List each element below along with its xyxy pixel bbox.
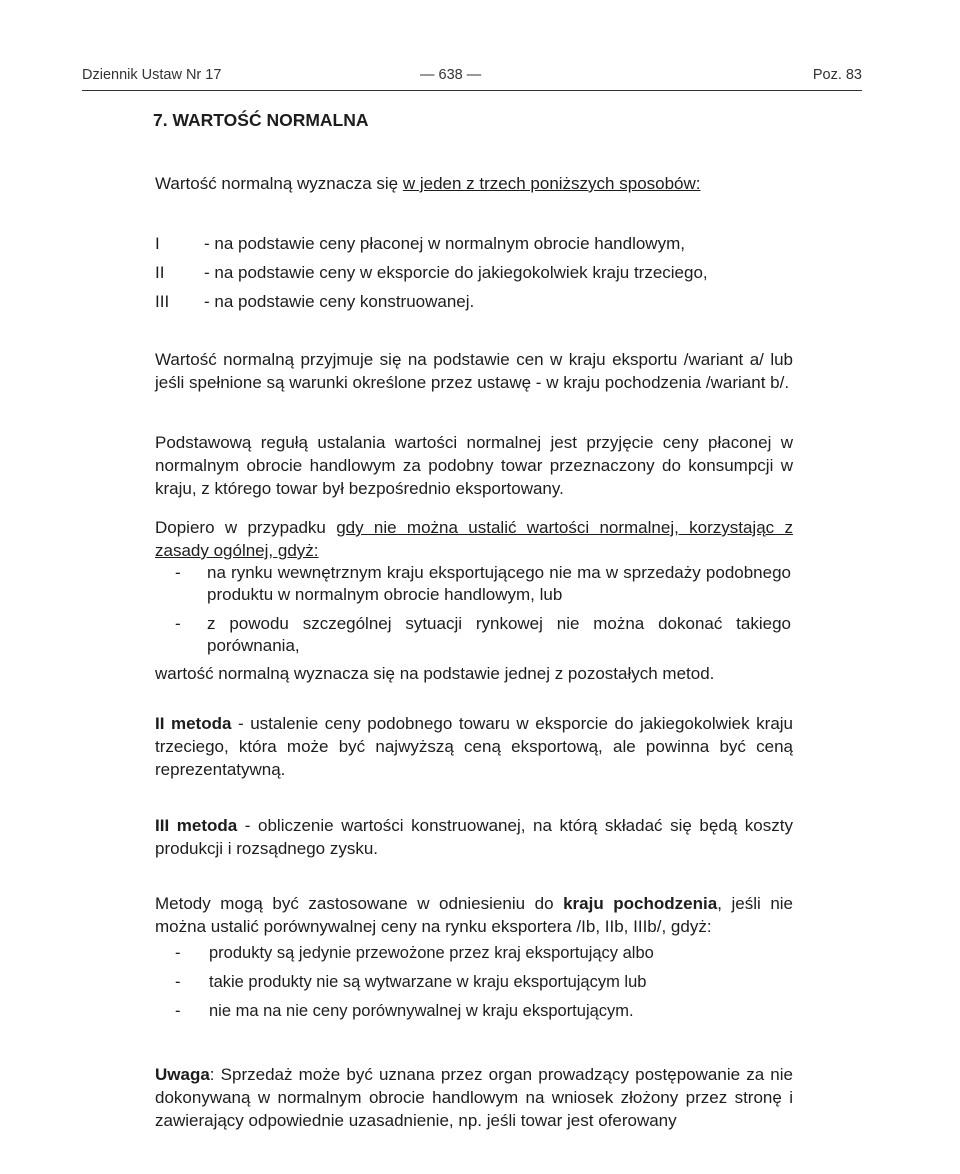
other-methods-paragraph: wartość normalną wyznacza się na podstawie jednej z pozostałych metod. [155, 664, 715, 683]
list-item [175, 1002, 791, 1031]
list-item-text: z powodu szczególnej sytuacji rynkowej nie można dokonać takiego porównania, [207, 614, 791, 655]
list-item-text: nie ma na nie ceny porównywalnej w kraju eksportującym. [209, 1002, 634, 1020]
only-when-paragraph [155, 516, 793, 562]
method-item [155, 234, 795, 263]
journal-title: Dziennik Ustaw Nr 17 [82, 67, 222, 83]
intro-text: Wartość normalną wyznacza się [155, 174, 403, 193]
method-item [155, 292, 795, 321]
method-number: II [155, 263, 165, 282]
method-item [155, 263, 795, 292]
list-item-text: produkty są jedynie przewożone przez kraj eksportujący albo [209, 944, 654, 962]
methods-list [155, 234, 795, 321]
note-text: : Sprzedaż może być uznana przez organ prowadzący postępowanie za nie dokonywaną w normalnym obrocie handlowym na wniosek złożony przez stronę i zawierający odpowiednie uzasadnienie, np. jeśli towar jest oferowany [155, 1065, 793, 1130]
method-number: I [155, 234, 160, 253]
list-item [175, 973, 791, 1002]
origin-bold: kraju pochodzenia [563, 894, 718, 913]
method2-label: II metoda [155, 714, 232, 733]
only-when-underlined: gdy nie można ustalić wartości normalnej, korzystając z zasady ogólnej, gdyż: [155, 518, 793, 560]
method2-text: - ustalenie ceny podobnego towaru w eksporcie do jakiegokolwiek kraju trzeciego, która może być najwyższą ceną eksportową, ale powinna być ceną reprezentatywną. [155, 714, 794, 779]
method-text: - na podstawie ceny płaconej w normalnym obrocie handlowym, [204, 234, 685, 253]
basic-rule-paragraph: Podstawową regułą ustalania wartości normalnej jest przyjęcie ceny płaconej w normalnym obrocie handlowym za podobny towar przeznaczony do konsumpcji w kraju, z którego towar był bezpośrednio eksportowany. [155, 433, 793, 498]
dash-marker: - [175, 614, 181, 633]
only-when-prefix: Dopiero w przypadku [155, 518, 337, 537]
variants-paragraph: Wartość normalną przyjmuje się na podstawie cen w kraju eksportu /wariant a/ lub jeśli spełnione są warunki określone przez ustawę - w kraju pochodzenia /wariant b/. [155, 350, 793, 392]
origin-suffix: , jeśli nie można ustalić porównywalnej ceny na rynku eksportera /Ib, IIb, IIIb/, gdyż: [155, 894, 794, 936]
method2-paragraph [155, 712, 793, 781]
method-number: III [155, 292, 170, 311]
only-when-list [175, 562, 791, 664]
section-title: 7. WARTOŚĆ NORMALNA [153, 110, 369, 130]
list-item [175, 613, 791, 657]
dash-marker: - [175, 973, 181, 991]
note-paragraph [155, 1063, 793, 1132]
method3-text: - obliczenie wartości konstruowanej, na którą składać się będą koszty produkcji i rozsądnego zysku. [155, 816, 793, 858]
method-text: - na podstawie ceny w eksporcie do jakiegokolwiek kraju trzeciego, [204, 263, 708, 282]
method3-paragraph [155, 814, 793, 860]
origin-list [175, 944, 791, 1031]
dash-marker: - [175, 563, 181, 582]
list-item-text: na rynku wewnętrznym kraju eksportującego nie ma w sprzedaży podobnego produktu w normalnym obrocie handlowym, lub [207, 563, 791, 604]
dash-marker: - [175, 1002, 181, 1020]
method3-label: III metoda [155, 816, 238, 835]
origin-paragraph [155, 892, 793, 938]
intro-underlined: w jeden z trzech poniższych sposobów: [402, 174, 701, 193]
dash-marker: - [175, 944, 181, 962]
method-text: - na podstawie ceny konstruowanej. [204, 292, 475, 311]
origin-prefix: Metody mogą być zastosowane w odniesieniu do [155, 894, 564, 913]
note-label: Uwaga [155, 1065, 210, 1084]
list-item [175, 562, 791, 606]
page-header [82, 64, 862, 91]
list-item [175, 944, 791, 973]
page-number: — 638 — [420, 67, 482, 83]
intro-paragraph [155, 172, 793, 195]
position-number: Poz. 83 [812, 67, 862, 83]
list-item-text: takie produkty nie są wytwarzane w kraju eksportującym lub [209, 973, 647, 991]
